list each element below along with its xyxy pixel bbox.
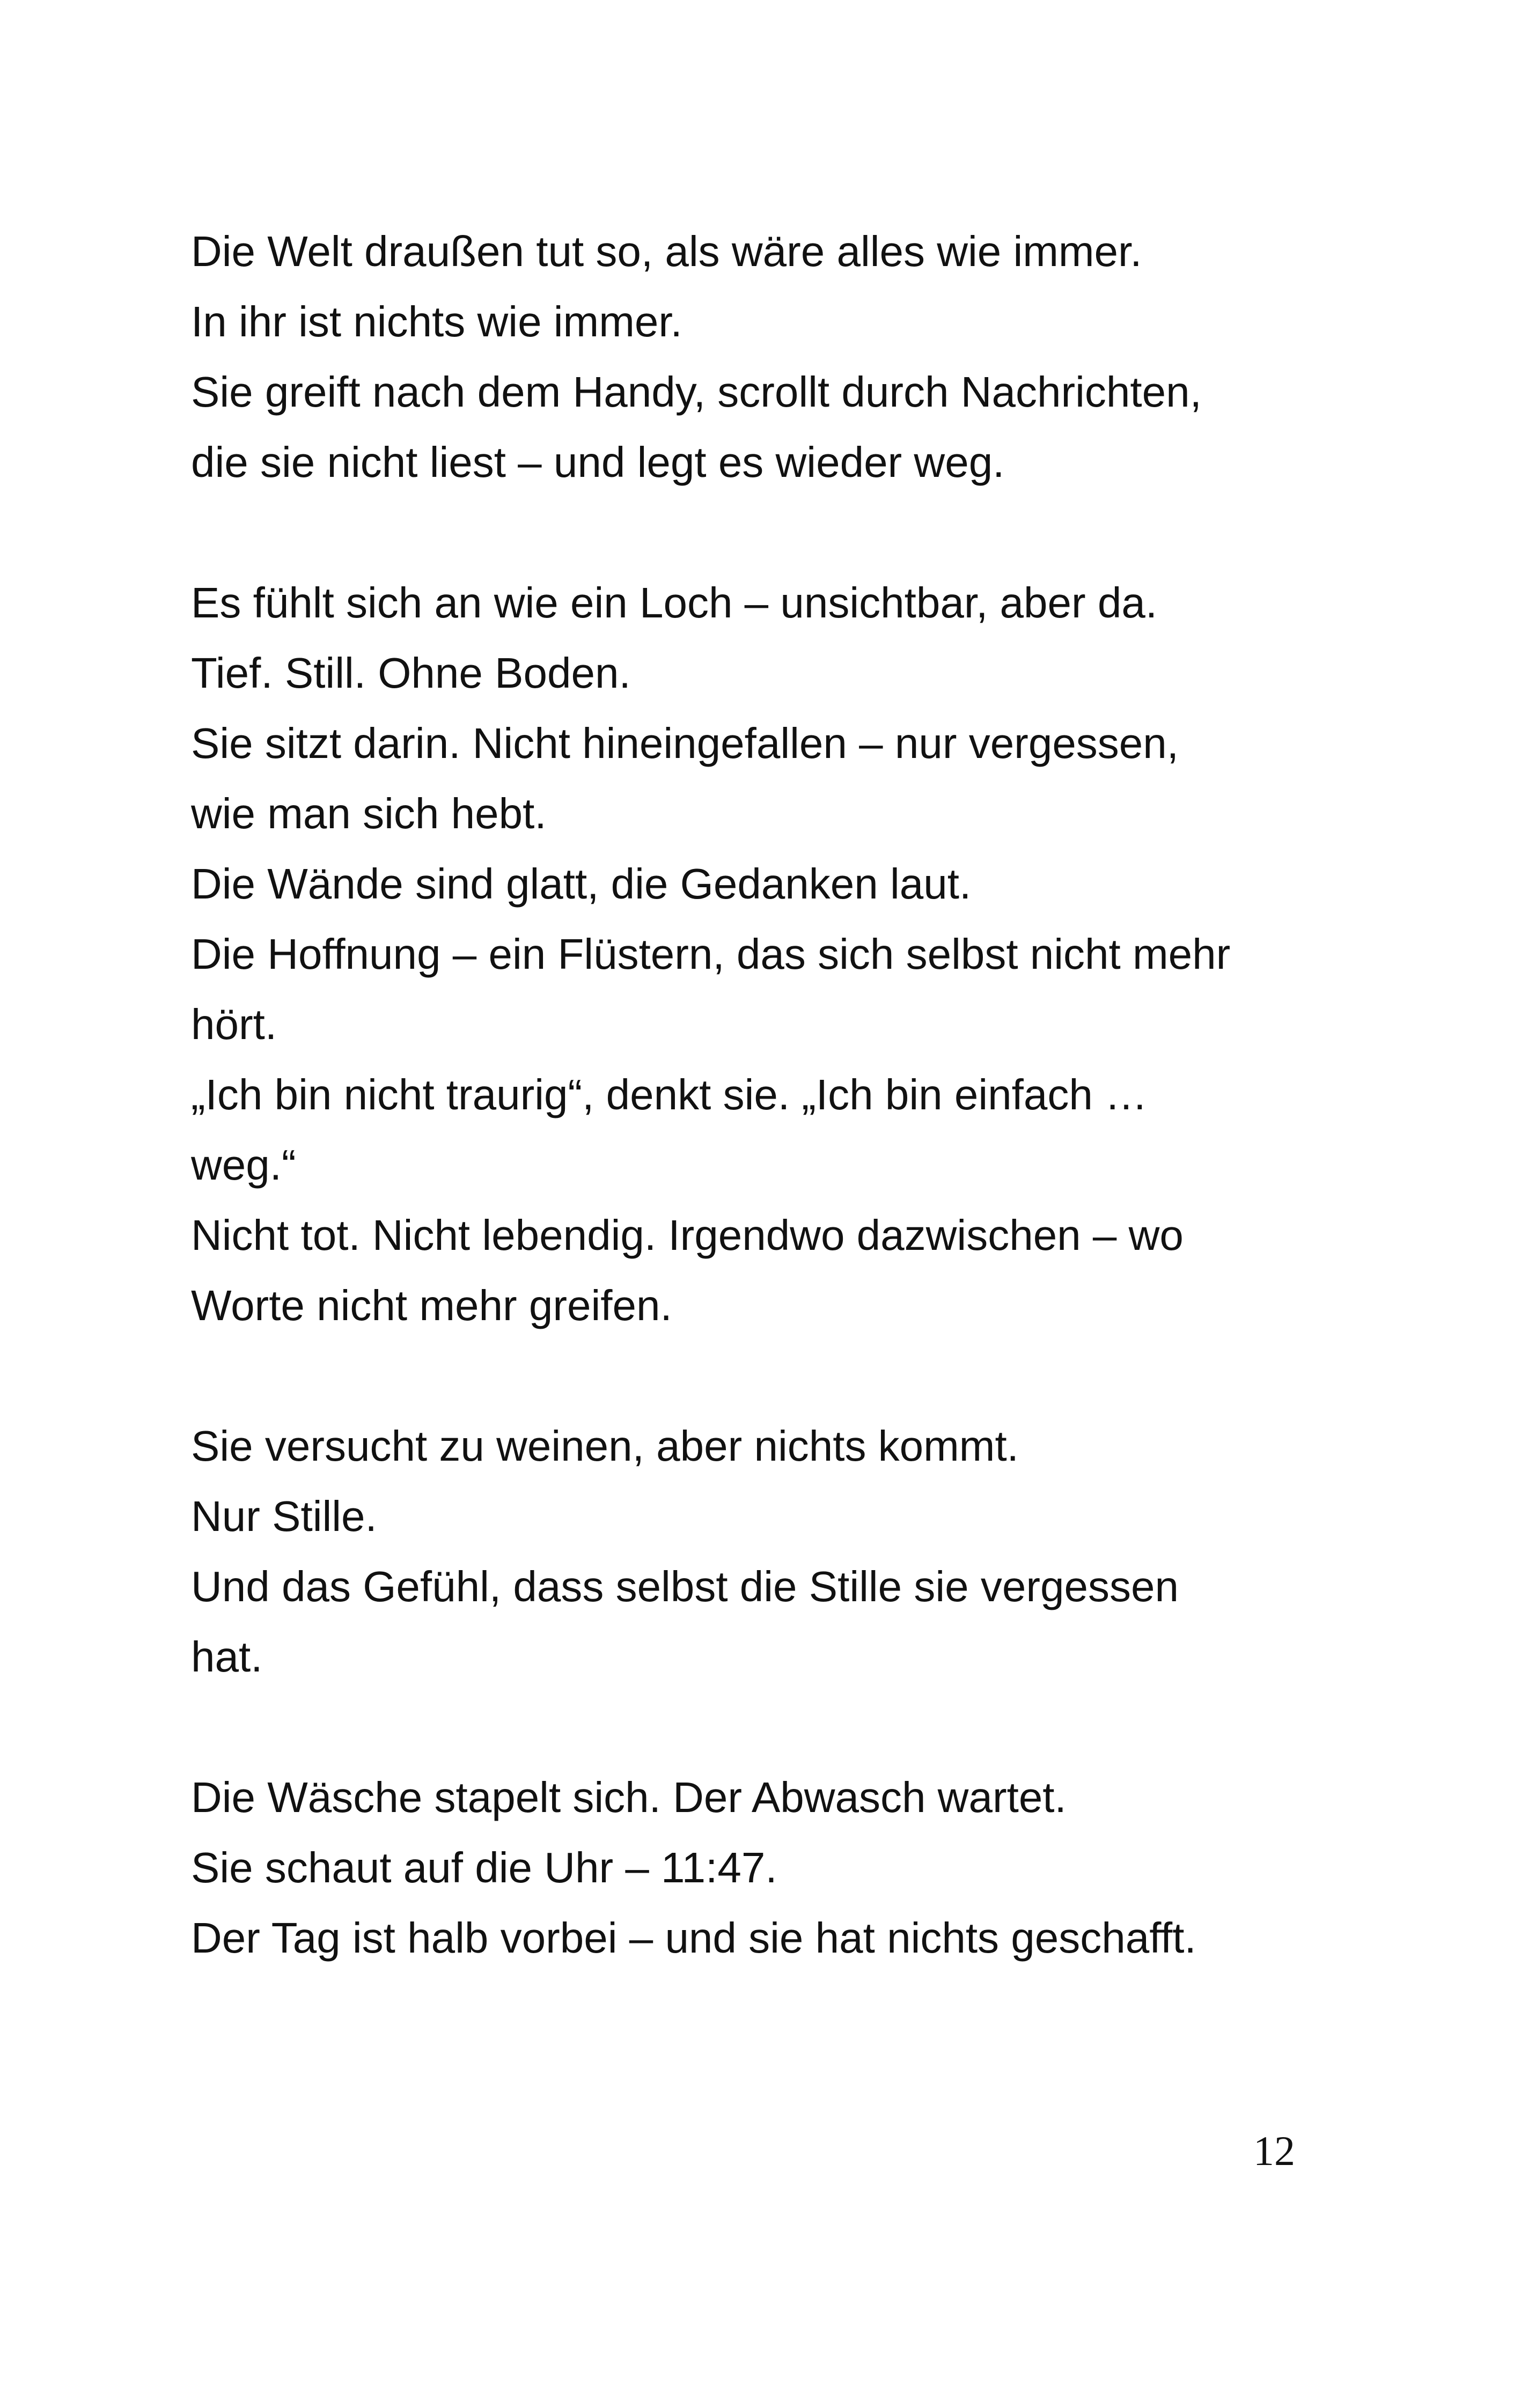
stanza [191, 568, 1318, 1341]
text-line: weg.“ [191, 1141, 296, 1189]
text-line: wie man sich hebt. [191, 790, 547, 837]
text-line: Sie greift nach dem Handy, scrollt durch Nachrichten, [191, 368, 1202, 416]
body-text [191, 216, 1318, 1973]
text-line: Nur Stille. [191, 1492, 377, 1540]
text-line: Der Tag ist halb vorbei – und sie hat nichts geschafft. [191, 1914, 1196, 1962]
page-number: 12 [1253, 2127, 1295, 2174]
text-line: Es fühlt sich an wie ein Loch – unsichtbar, aber da. [191, 579, 1158, 627]
stanza [191, 1411, 1318, 1692]
text-line: hat. [191, 1633, 263, 1681]
stanza [191, 216, 1318, 497]
text-line: Tief. Still. Ohne Boden. [191, 649, 631, 697]
text-line: Die Wäsche stapelt sich. Der Abwasch wartet. [191, 1773, 1067, 1821]
text-line: die sie nicht liest – und legt es wieder weg. [191, 438, 1005, 486]
text-line: Die Wände sind glatt, die Gedanken laut. [191, 860, 972, 908]
stanza [191, 1762, 1318, 1973]
text-line: Sie versucht zu weinen, aber nichts kommt. [191, 1422, 1019, 1470]
text-line: Sie schaut auf die Uhr – 11:47. [191, 1844, 777, 1891]
text-line: Die Welt draußen tut so, als wäre alles wie immer. [191, 227, 1142, 275]
text-line: Sie sitzt darin. Nicht hineingefallen – nur vergessen, [191, 719, 1179, 767]
text-line: Worte nicht mehr greifen. [191, 1282, 672, 1329]
text-line: Die Hoffnung – ein Flüstern, das sich selbst nicht mehr [191, 930, 1231, 978]
text-line: Nicht tot. Nicht lebendig. Irgendwo dazwischen – wo [191, 1211, 1184, 1259]
text-line: Und das Gefühl, dass selbst die Stille sie vergessen [191, 1563, 1179, 1610]
text-line: In ihr ist nichts wie immer. [191, 298, 682, 345]
text-line: hört. [191, 1000, 277, 1048]
text-line: „Ich bin nicht traurig“, denkt sie. „Ich bin einfach … [191, 1071, 1148, 1118]
